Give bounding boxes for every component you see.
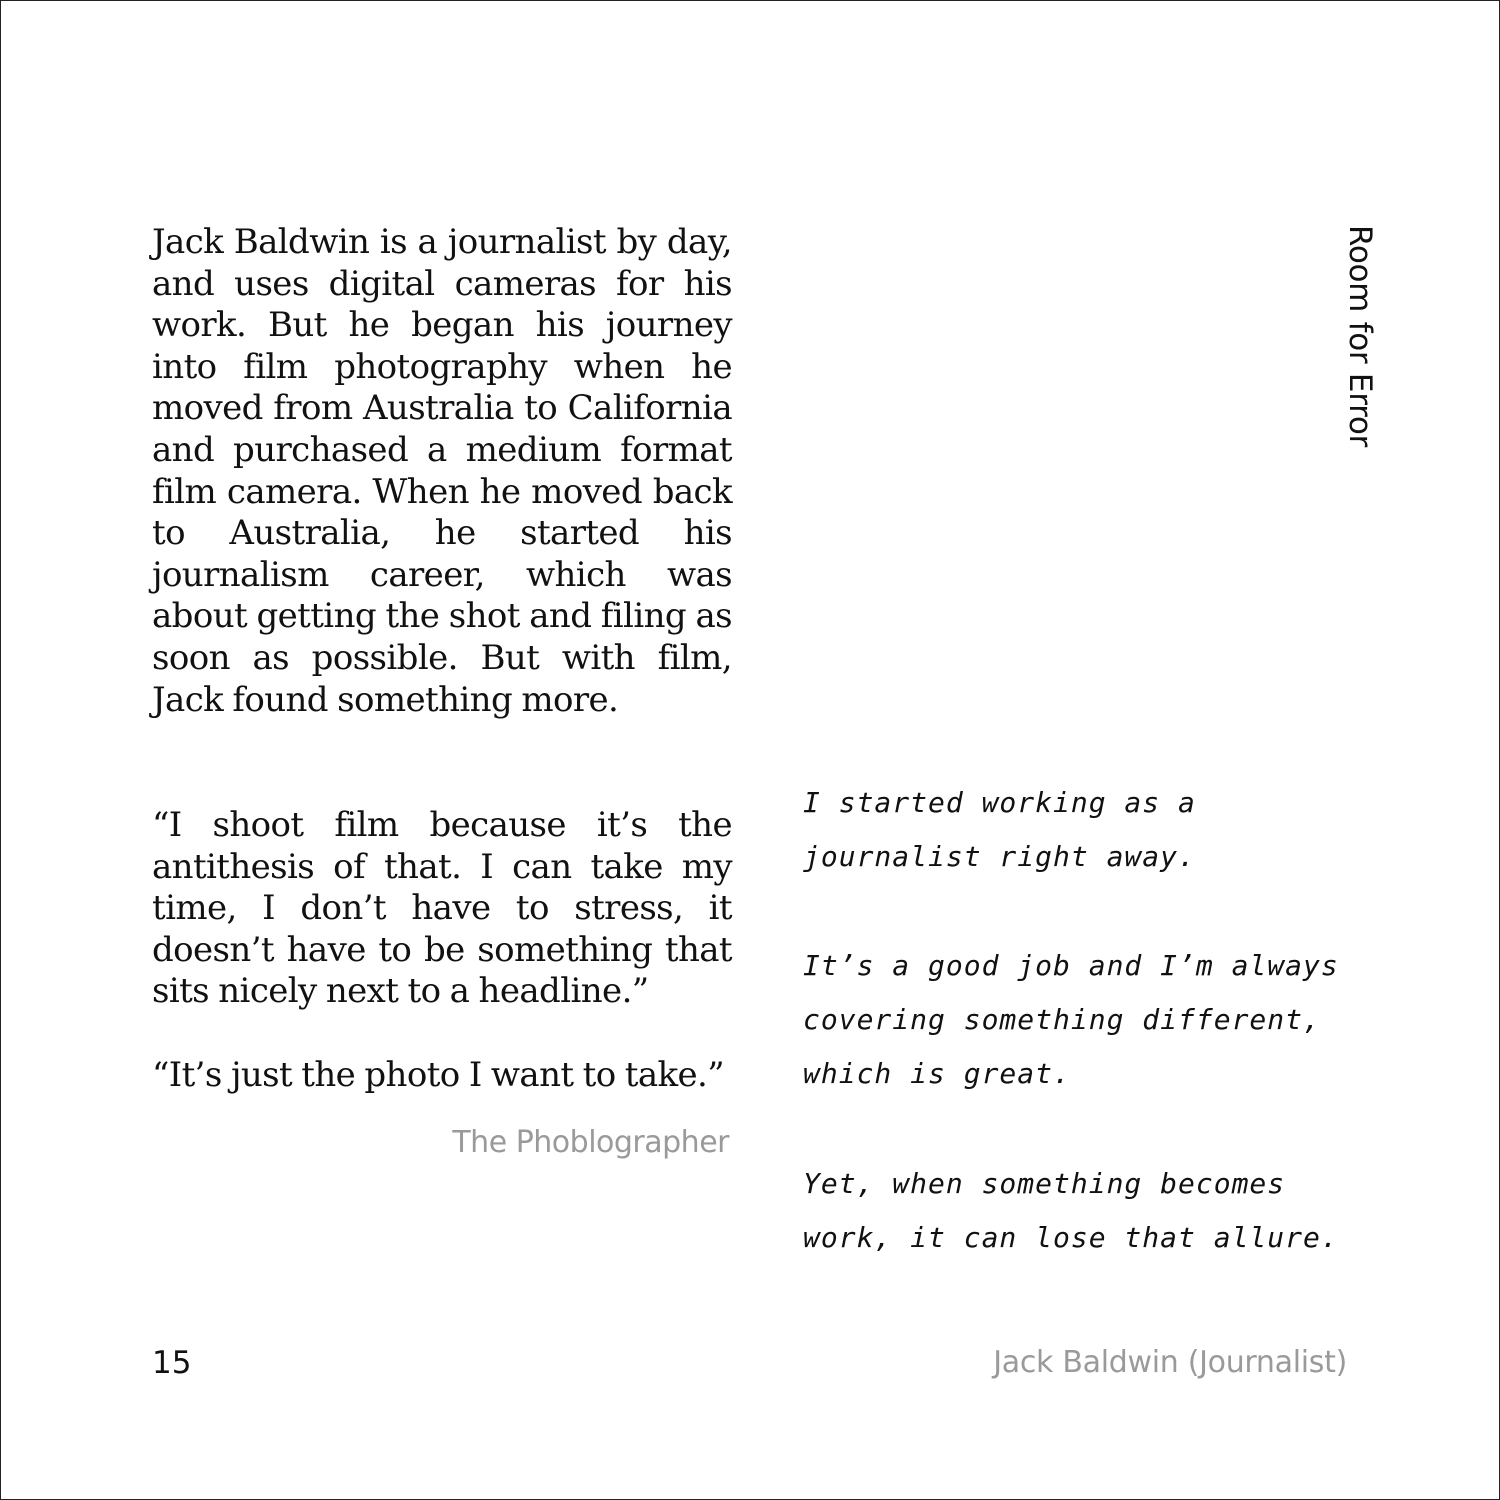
handwritten-note-3: Yet, when something becomes work, it can lose that allure. (803, 1167, 1339, 1254)
body-paragraph-quote: “I shoot film because it’s the antithesis of that. I can take my time, I don’t have to stress, it doesn’t have to be something that sits nicely next to a headline.” (152, 805, 732, 1012)
body-paragraph-intro: Jack Baldwin is a journalist by day, and uses digital cameras for his work. But he began his journey into film photography when he moved from Australia to California and purchased a medium format film camera. When he moved back to Australia, he started his journalism career, which was about getting the shot and filing as soon as possible. But with film, Jack found something more. (152, 222, 732, 720)
body-paragraph-closing-quote: “It’s just the photo I want to take.” (152, 1055, 725, 1095)
handwritten-note-1: I started working as a journalist right away. (803, 786, 1196, 873)
source-credit: The Phoblographer (452, 1125, 729, 1160)
page-number: 15 (152, 1345, 192, 1381)
handwritten-note-2: It’s a good job and I’m always covering something different, which is great. (803, 949, 1339, 1090)
quote-attribution: Jack Baldwin (Journalist) (993, 1345, 1347, 1380)
running-title: Room for Error (1342, 225, 1378, 447)
